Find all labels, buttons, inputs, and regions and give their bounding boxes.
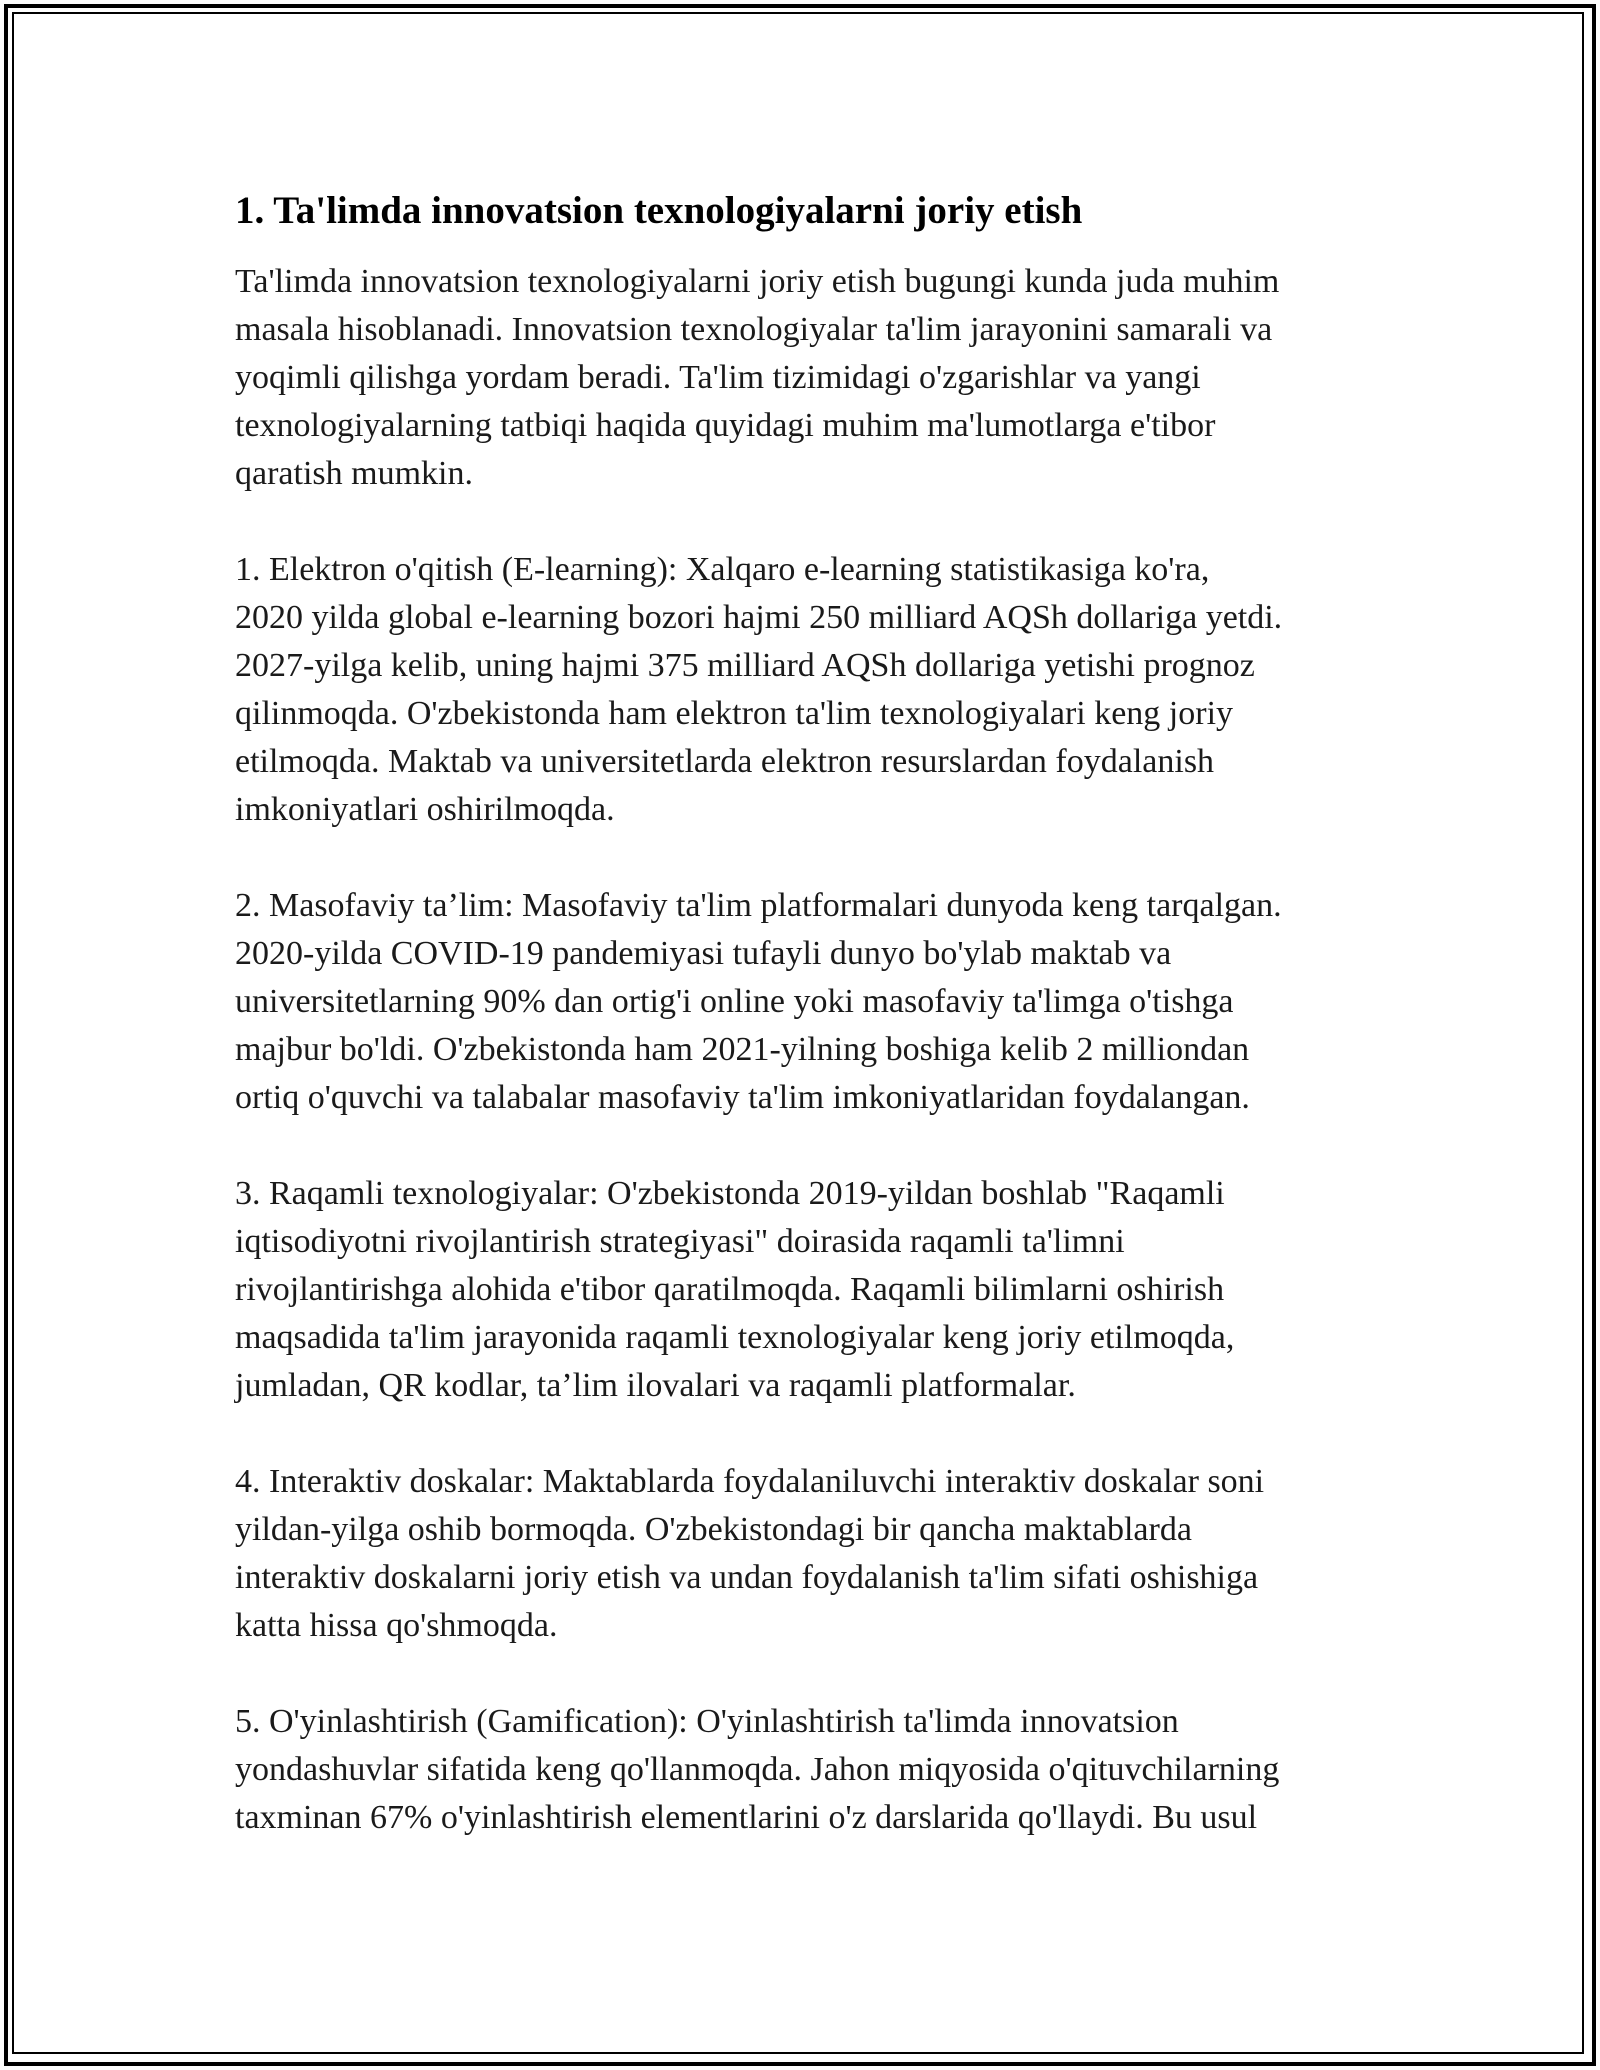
- text-line: 1. Elektron o'qitish (E-learning): Xalqaro e-learning statistikasiga ko'ra,: [235, 551, 1210, 588]
- text-line: 3. Raqamli texnologiyalar: O'zbekistonda 2019-yildan boshlab "Raqamli: [235, 1175, 1225, 1212]
- text-line: yoqimli qilishga yordam beradi. Ta'lim tizimidagi o'zgarishlar va yangi: [235, 359, 1201, 396]
- text-line: masala hisoblanadi. Innovatsion texnologiyalar ta'lim jarayonini samarali va: [235, 311, 1273, 348]
- text-line: texnologiyalarning tatbiqi haqida quyidagi muhim ma'lumotlarga e'tibor: [235, 407, 1216, 444]
- text-line: yondashuvlar sifatida keng qo'llanmoqda. Jahon miqyosida o'qituvchilarning: [235, 1751, 1280, 1788]
- text-line: 4. Interaktiv doskalar: Maktablarda foydalaniluvchi interaktiv doskalar soni: [235, 1463, 1265, 1500]
- paragraph-distance-learning: [235, 882, 1385, 1122]
- intro-paragraph: [235, 258, 1385, 498]
- text-line: interaktiv doskalarni joriy etish va undan foydalanish ta'lim sifati oshishiga: [235, 1559, 1259, 1596]
- text-line: 2020 yilda global e-learning bozori hajmi 250 milliard AQSh dollariga yetdi.: [235, 599, 1283, 636]
- paragraph-interactive-boards: [235, 1458, 1385, 1650]
- text-line: etilmoqda. Maktab va universitetlarda elektron resurslardan foydalanish: [235, 743, 1215, 780]
- text-line: taxminan 67% o'yinlashtirish elementlarini o'z darslarida qo'llaydi. Bu usul: [235, 1799, 1258, 1836]
- text-line: majbur bo'ldi. O'zbekistonda ham 2021-yilning boshiga kelib 2 milliondan: [235, 1031, 1250, 1068]
- text-line: ortiq o'quvchi va talabalar masofaviy ta'lim imkoniyatlaridan foydalangan.: [235, 1079, 1250, 1116]
- document-body: [235, 186, 1385, 1890]
- text-line: imkoniyatlari oshirilmoqda.: [235, 791, 615, 828]
- section-title: 1. Ta'limda innovatsion texnologiyalarni joriy etish: [235, 189, 1083, 232]
- paragraph-gamification: [235, 1698, 1385, 1842]
- text-line: rivojlantirishga alohida e'tibor qaratilmoqda. Raqamli bilimlarni oshirish: [235, 1271, 1225, 1308]
- text-line: iqtisodiyotni rivojlantirish strategiyasi" doirasida raqamli ta'limni: [235, 1223, 1125, 1260]
- paragraph-e-learning: [235, 546, 1385, 834]
- text-line: universitetlarning 90% dan ortig'i online yoki masofaviy ta'limga o'tishga: [235, 983, 1234, 1020]
- text-line: 2020-yilda COVID-19 pandemiyasi tufayli dunyo bo'ylab maktab va: [235, 935, 1172, 972]
- text-line: yildan-yilga oshib bormoqda. O'zbekistondagi bir qancha maktablarda: [235, 1511, 1192, 1548]
- text-line: 5. O'yinlashtirish (Gamification): O'yinlashtirish ta'limda innovatsion: [235, 1703, 1179, 1740]
- text-line: qilinmoqda. O'zbekistonda ham elektron ta'lim texnologiyalari keng joriy: [235, 695, 1234, 732]
- text-line: 2. Masofaviy ta’lim: Masofaviy ta'lim platformalari dunyoda keng tarqalgan.: [235, 887, 1282, 924]
- text-line: maqsadida ta'lim jarayonida raqamli texnologiyalar keng joriy etilmoqda,: [235, 1319, 1235, 1356]
- text-line: 2027-yilga kelib, uning hajmi 375 milliard AQSh dollariga yetishi prognoz: [235, 647, 1255, 684]
- text-line: katta hissa qo'shmoqda.: [235, 1607, 558, 1644]
- text-line: jumladan, QR kodlar, ta’lim ilovalari va raqamli platformalar.: [235, 1367, 1076, 1404]
- text-line: qaratish mumkin.: [235, 455, 473, 492]
- text-line: Ta'limda innovatsion texnologiyalarni joriy etish bugungi kunda juda muhim: [235, 263, 1280, 300]
- paragraph-digital-technologies: [235, 1170, 1385, 1410]
